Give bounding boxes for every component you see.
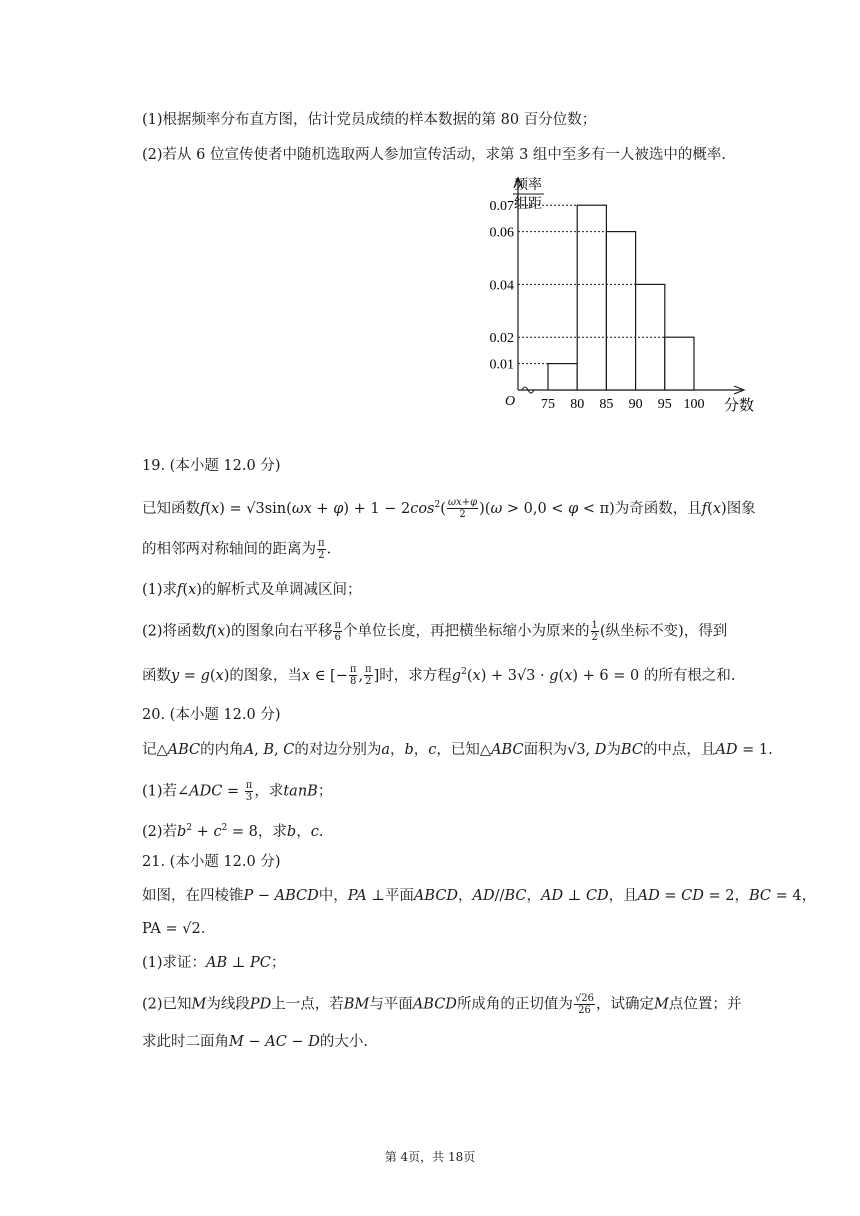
fraction: $\frac{1}{2}$ [591,620,598,643]
x-tick-label: 80 [570,397,585,412]
fraction: $\frac{\pi}{2}$ [365,664,372,688]
q21-part2-cont: 求此时二面角M − AC − D的大小. [142,1034,368,1050]
q20-line1: 记△ABC的内角A, B, C的对边分别为a，b，c，已知△ABC面积为√3, D为BC的中点，且AD = 1. [142,742,773,758]
page-footer: 第 4页，共 18页 [384,1150,476,1164]
x-tick-label: 90 [628,397,643,412]
x-tick-label: 75 [541,397,555,412]
chart-ylabel-top: 频率 [514,178,542,193]
q21-header: 21. (本小题 12.0 分) [142,854,281,870]
y-tick-label: 0.01 [489,357,514,373]
histogram-bar [577,205,606,390]
chart-ylabel-bottom: 组距 [514,197,542,212]
fraction: $\frac{√26}{26}$ [574,993,595,1016]
q18-part1: (1)根据频率分布直方图，估计党员成绩的样本数据的第 80 百分位数； [142,112,597,128]
fraction: $\frac{\pi}{3}$ [245,780,253,803]
y-tick-label: 0.02 [489,331,514,347]
q19-part2-cont: 函数y = g(x)的图象，当x ∈ [− $\frac{\pi}{8}$ , $\frac{\pi}{2}$ ]时，求方程$g^2(x) + 3√3 \cdot g(x) + 6 = 0$ 的所有根之和. [142,664,736,688]
fraction: $\frac{\pi}{2}$ [318,538,325,561]
histogram-bar [606,232,635,390]
fraction: $\frac{\pi}{6}$ [334,620,342,643]
q20-header: 20. (本小题 12.0 分) [142,707,281,723]
q18-part2: (2)若从 6 位宣传使者中随机选取两人参加宣传活动，求第 3 组中至多有一人被选中的概率. [142,147,727,163]
q19-line1: 已知函数$f(x) = √3\sin(\omega x + \varphi) + 1 - 2\cos^2$( $\frac{\omega x+\varphi}{2}$ )(ω > 0,0 < φ < π)为奇函数，且f(x)图象 [142,497,756,521]
q19-line2: 的相邻两对称轴间的距离为 $\frac{\pi}{2}$ . [142,538,332,561]
fraction: $\frac{\pi}{8}$ [349,664,357,688]
q19-part1: (1)求f(x)的解析式及单调减区间； [142,582,362,598]
histogram-bar [665,337,694,390]
q19-part2: (2)将函数f(x)的图象向右平移 $\frac{\pi}{6}$ 个单位长度，再把横坐标缩小为原来的 $\frac{1}{2}$ (纵坐标不变)，得到 [142,620,728,643]
chart-xlabel: 分数 [724,398,755,414]
chart-origin-label: O [504,394,516,409]
y-tick-label: 0.04 [489,278,514,294]
q21-line1: 如图，在四棱锥P − ABCD中，PA ⊥平面ABCD，AD//BC，AD ⊥ CD，且AD = CD = 2，BC = 4， [142,888,817,904]
x-tick-label: 95 [657,397,672,412]
fraction: $\frac{\omega x+\varphi}{2}$ [447,497,478,521]
q19-header: 19. (本小题 12.0 分) [142,458,281,474]
q21-part2: (2)已知M为线段PD上一点，若BM与平面ABCD所成角的正切值为 $\frac{√26}{26}$ ，试确定M点位置；并 [142,993,742,1016]
histogram-bar [548,364,577,390]
y-tick-label: 0.07 [489,199,514,215]
q20-part2: (2)若$b^2 + c^2 = 8$，求b，c. [142,823,324,840]
x-tick-label: 100 [683,397,705,412]
q21-part1: (1)求证：AB ⊥ PC； [142,955,286,971]
frequency-histogram [480,170,770,420]
q21-line2: PA = √2. [142,921,206,937]
x-tick-label: 85 [599,397,614,412]
q20-part1: (1)若∠ADC = $\frac{\pi}{3}$ ，求tanB； [142,780,333,803]
y-tick-label: 0.06 [489,225,514,241]
